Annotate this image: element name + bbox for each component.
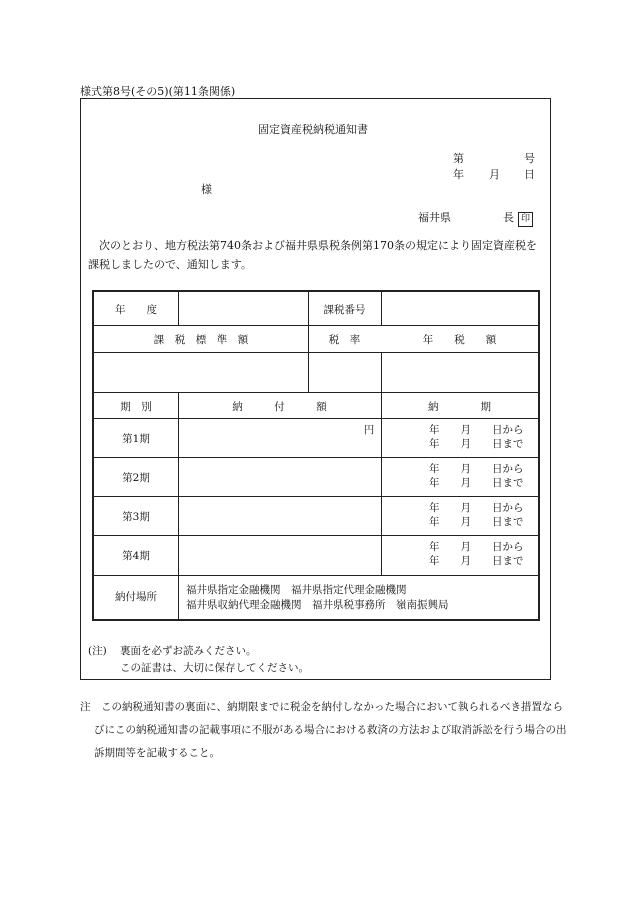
period-3-from: 年 月 日から [429, 502, 524, 514]
deadline-label: 納 期 [428, 401, 491, 413]
period-3-to: 年 月 日まで [429, 516, 524, 528]
intro-paragraph: 次のとおり、地方税法第740条および福井県県税条例第170条の規定により固定資産税を課税しましたので、通知します。 [88, 239, 537, 271]
period-2-to: 年 月 日まで [429, 477, 524, 489]
period-label: 期 別 [120, 401, 152, 413]
period-2-from: 年 月 日から [429, 463, 524, 475]
payment-place-line2: 福井県収納代理金融機関 福井県税事務所 嶺南振興局 [186, 599, 449, 611]
tax-standard-label: 課 税 標 準 額 [153, 334, 249, 346]
period-2-name: 第2期 [122, 472, 150, 484]
notes-line1: 裏面を必ずお読みください。 [120, 645, 257, 657]
period-4-from: 年 月 日から [429, 541, 524, 553]
issuer-prefecture: 福井県 [418, 211, 451, 224]
seal-box: 印 [518, 212, 533, 227]
date-month: 月 [489, 168, 500, 181]
tax-rate-label: 税 率 [328, 334, 361, 346]
payment-place-label: 納付場所 [115, 591, 157, 603]
tax-table [92, 290, 540, 621]
period-1-to: 年 月 日まで [429, 438, 524, 450]
notes-label: (注) [88, 645, 107, 657]
date-year: 年 [453, 168, 464, 181]
addressee-suffix: 様 [201, 183, 212, 196]
footnote: 注 この納税通知書の裏面に、納期限までに税金を納付しなかった場合において執られるべき措置ならびにこの納税通知書の記載事項に不服がある場合における救済の方法および取消訴訟を行う場合の出訴期間等を記載すること。 [80, 701, 567, 759]
period-4-to: 年 月 日まで [429, 555, 524, 567]
notice-title: 固定資産税納税通知書 [258, 123, 368, 136]
number-suffix: 号 [524, 152, 535, 165]
yen-unit: 円 [363, 424, 375, 436]
amount-label: 納 付 額 [232, 401, 327, 413]
period-1-from: 年 月 日から [429, 424, 524, 436]
year-label: 年 度 [115, 304, 157, 316]
period-1-name: 第1期 [122, 433, 150, 445]
number-prefix: 第 [453, 152, 464, 165]
date-day: 日 [524, 168, 535, 181]
issuer-title [503, 209, 533, 227]
period-4-name: 第4期 [122, 550, 150, 562]
notes-line2: この証書は、大切に保存してください。 [120, 662, 309, 674]
issuer-title-text: 長 [503, 211, 514, 224]
payment-place-line1: 福井県指定金融機関 福井県指定代理金融機関 [186, 584, 407, 596]
tax-number-label: 課税番号 [323, 304, 366, 316]
annual-tax-label: 年 税 額 [422, 334, 497, 346]
period-3-name: 第3期 [122, 511, 150, 523]
form-number-label: 様式第8号(その5)(第11条関係) [80, 85, 236, 98]
